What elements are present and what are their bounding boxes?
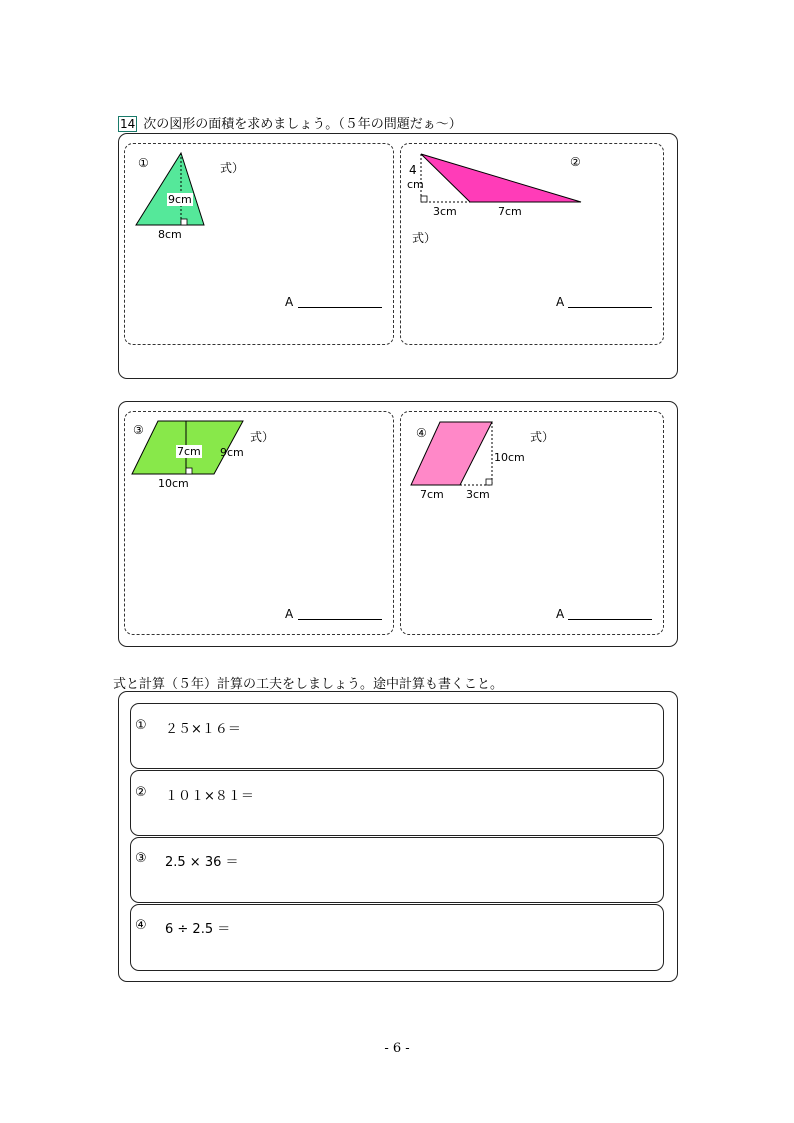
triangle-figure-2 — [415, 148, 590, 208]
obtuse-triangle-shape — [421, 154, 581, 202]
calc-expression-3: 2.5 × 36 ＝ — [165, 855, 239, 870]
parallelogram-figure-4 — [406, 416, 496, 492]
formula-label: 式） — [412, 231, 437, 245]
answer-line[interactable] — [298, 607, 382, 620]
answer-label: A — [556, 295, 565, 309]
calc-number-1: ① — [135, 718, 147, 733]
problem-3-number: ③ — [133, 423, 144, 437]
page-number: - 6 - — [384, 1041, 410, 1056]
base-label: 7cm — [420, 488, 444, 501]
base-label: 8cm — [158, 228, 182, 241]
height-label: 9cm — [168, 193, 192, 206]
calc-expression-1: ２５×１６＝ — [165, 722, 241, 737]
extension-label: 3cm — [433, 205, 457, 218]
right-angle-mark — [486, 479, 492, 485]
calc-expression-2: １０１×８１＝ — [165, 789, 254, 804]
problem-1-number: ① — [138, 156, 149, 170]
calc-item-4 — [130, 904, 664, 971]
calc-number-2: ② — [135, 785, 147, 800]
extension-label: 3cm — [466, 488, 490, 501]
height-label-number: 4 — [409, 163, 417, 177]
base-label: 7cm — [498, 205, 522, 218]
formula-label: 式） — [530, 430, 555, 444]
question-number: 14 — [120, 117, 136, 131]
calc-number-3: ③ — [135, 851, 147, 866]
problem-4-number: ④ — [416, 426, 427, 440]
answer-line[interactable] — [568, 295, 652, 308]
answer-label: A — [556, 607, 565, 621]
answer-line[interactable] — [568, 607, 652, 620]
formula-label: 式） — [220, 161, 245, 175]
section-title: 次の図形の面積を求めましょう。（５年の問題だぁ～） — [143, 117, 462, 132]
right-angle-mark — [181, 219, 187, 225]
right-angle-mark — [186, 468, 192, 474]
calc-item-3 — [130, 837, 664, 903]
answer-line[interactable] — [298, 295, 382, 308]
height-label: 7cm — [177, 445, 201, 458]
height-label: 10cm — [494, 451, 525, 464]
answer-label: A — [285, 607, 294, 621]
base-label: 10cm — [158, 477, 189, 490]
right-angle-mark — [421, 196, 427, 202]
formula-label: 式） — [250, 430, 275, 444]
section-heading — [118, 113, 462, 132]
height-label-unit: cm — [407, 178, 424, 191]
answer-label: A — [285, 295, 294, 309]
section-2-title: 式と計算（５年）計算の工夫をしましょう。途中計算も書くこと。 — [113, 677, 504, 692]
parallelogram-shape — [411, 422, 492, 485]
problem-2-number: ② — [570, 155, 581, 169]
calc-expression-4: 6 ÷ 2.5 ＝ — [165, 922, 231, 937]
side-label: 9cm — [220, 446, 244, 459]
calc-number-4: ④ — [135, 918, 147, 933]
triangle-shape — [136, 153, 204, 225]
